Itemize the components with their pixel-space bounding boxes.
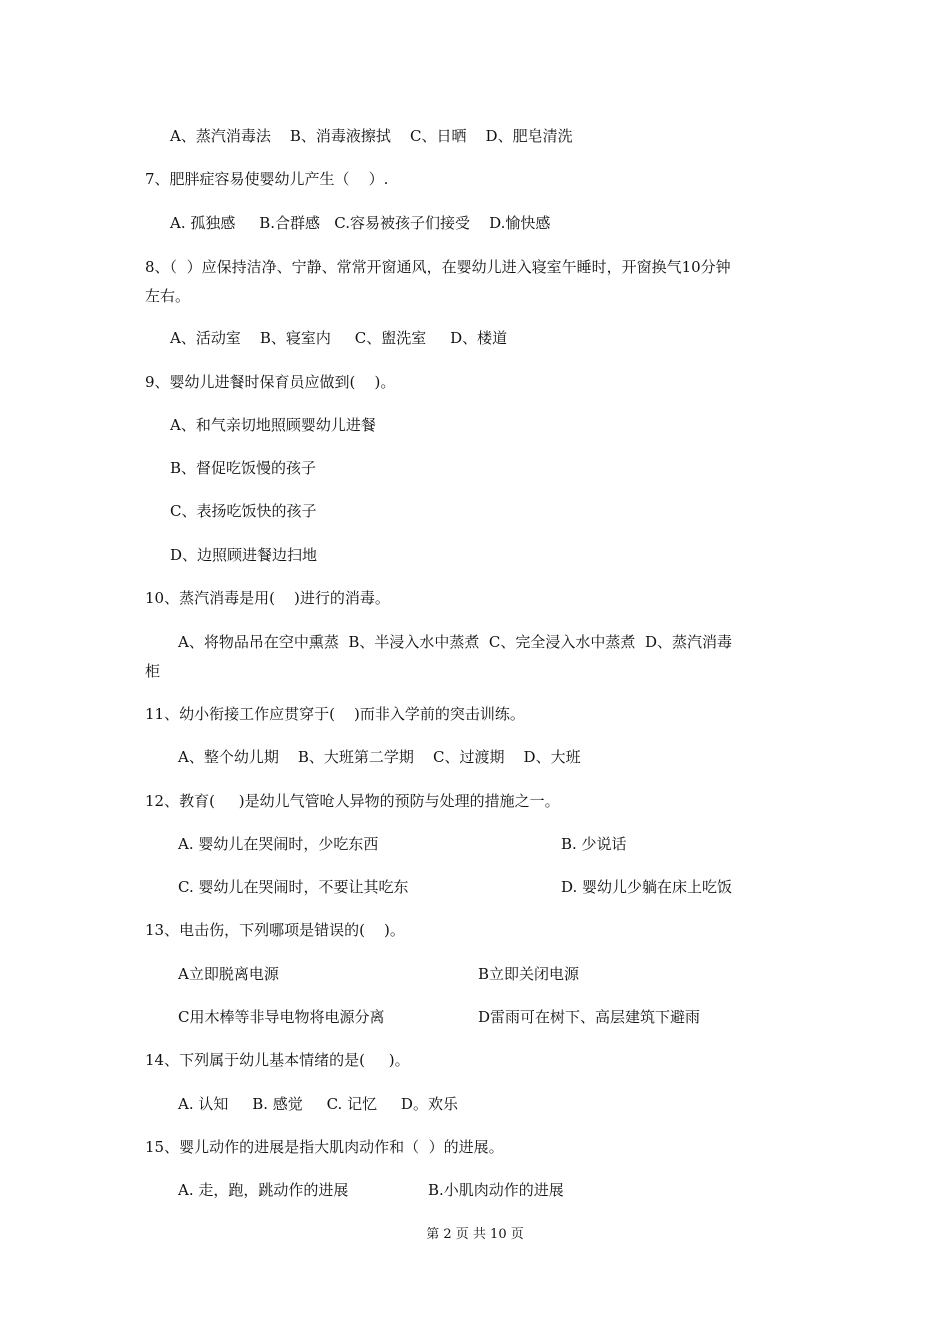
q10-options-continued: 柜 xyxy=(145,662,161,680)
q14-options: A. 认知 B. 感觉 C. 记忆 D。欢乐 xyxy=(178,1095,458,1113)
q15-option-b: B.小肌肉动作的进展 xyxy=(428,1181,564,1199)
q13-option-b: B立即关闭电源 xyxy=(478,965,580,983)
page-footer: 第 2 页 共 10 页 xyxy=(426,1227,524,1242)
q9-option-d: D、边照顾进餐边扫地 xyxy=(170,546,318,564)
q12-option-c: C. 婴幼儿在哭闹时，不要让其吃东 xyxy=(178,878,409,896)
q9-option-c: C、表扬吃饭快的孩子 xyxy=(170,502,317,520)
question-13: 13、电击伤，下列哪项是错误的( )。 xyxy=(145,921,405,939)
q15-option-a: A. 走，跑，跳动作的进展 xyxy=(178,1181,349,1199)
question-8: 8、（ ）应保持洁净、宁静、常常开窗通风，在婴幼儿进入寝室午睡时，开窗换气10分钟 xyxy=(145,258,731,276)
q13-option-c: C用木棒等非导电物将电源分离 xyxy=(178,1008,385,1026)
question-11: 11、幼小衔接工作应贯穿于( )而非入学前的突击训练。 xyxy=(145,705,525,723)
q12-option-b: B. 少说话 xyxy=(561,835,627,853)
q12-option-d: D. 婴幼儿少躺在床上吃饭 xyxy=(561,878,733,896)
q6-options: A、蒸汽消毒法 B、消毒液擦拭 C、日晒 D、肥皂清洗 xyxy=(170,127,573,145)
question-8-continued: 左右。 xyxy=(145,287,191,305)
question-12: 12、教育( )是幼儿气管呛人异物的预防与处理的措施之一。 xyxy=(145,792,560,810)
q10-options: A、将物品吊在空中熏蒸 B、半浸入水中蒸煮 C、完全浸入水中蒸煮 D、蒸汽消毒 xyxy=(178,633,732,651)
q11-options: A、整个幼儿期 B、大班第二学期 C、过渡期 D、大班 xyxy=(178,748,581,766)
q13-option-d: D雷雨可在树下、高层建筑下避雨 xyxy=(478,1008,701,1026)
question-7: 7、肥胖症容易使婴幼儿产生（ ）. xyxy=(145,170,389,188)
q9-option-a: A、和气亲切地照顾婴幼儿进餐 xyxy=(170,416,376,434)
q13-option-a: A立即脱离电源 xyxy=(178,965,279,983)
q8-options: A、活动室 B、寝室内 C、盥洗室 D、楼道 xyxy=(170,329,508,347)
question-9: 9、婴幼儿进餐时保育员应做到( )。 xyxy=(145,373,396,391)
q7-options: A. 孤独感 B.合群感 C.容易被孩子们接受 D.愉快感 xyxy=(170,214,551,232)
q9-option-b: B、督促吃饭慢的孩子 xyxy=(170,459,317,477)
question-14: 14、下列属于幼儿基本情绪的是( )。 xyxy=(145,1051,410,1069)
q12-option-a: A. 婴幼儿在哭闹时，少吃东西 xyxy=(178,835,379,853)
question-15: 15、婴儿动作的进展是指大肌肉动作和（ ）的进展。 xyxy=(145,1138,504,1156)
question-10: 10、蒸汽消毒是用( )进行的消毒。 xyxy=(145,589,390,607)
